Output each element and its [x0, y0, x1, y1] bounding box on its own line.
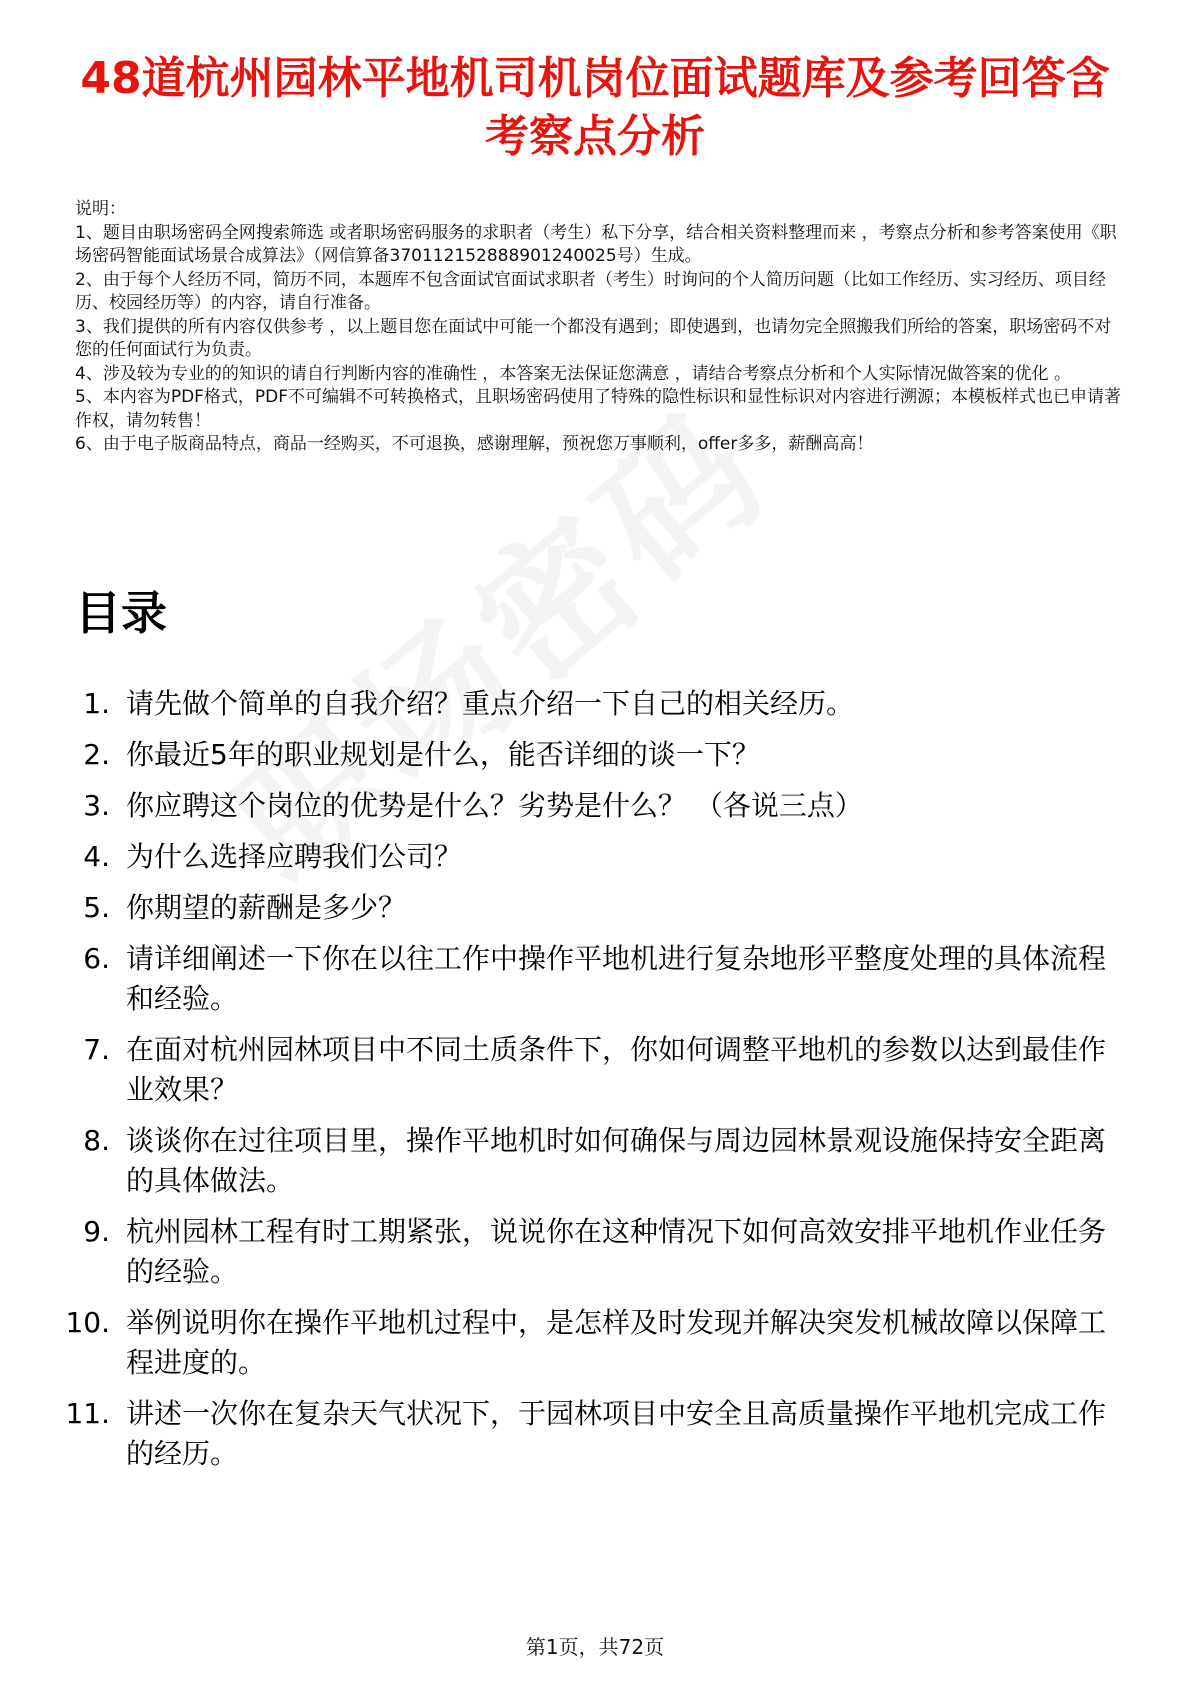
toc-item[interactable]	[0, 684, 1190, 724]
note-item: 1、题目由职场密码全网搜索筛选 或者职场密码服务的求职者（考生）私下分享，结合相关资料整理而来 ，考察点分析和参考答案使用《职场密码智能面试场景合成算法》（网信算备370112152888901240025号）生成。	[75, 222, 1117, 266]
toc-item[interactable]	[0, 939, 1190, 1019]
toc-item[interactable]	[0, 786, 1190, 826]
toc-item-number: 8.	[83, 1124, 110, 1157]
toc-item[interactable]	[0, 735, 1190, 775]
toc-item-number: 5.	[83, 891, 110, 924]
toc-item-text: 请详细阐述一下你在以往工作中操作平地机进行复杂地形平整度处理的具体流程和经验。	[126, 942, 1107, 1015]
toc-item-number: 6.	[83, 942, 110, 975]
toc-item[interactable]	[0, 837, 1190, 877]
toc-item-text: 你应聘这个岗位的优势是什么？劣势是什么？ （各说三点）	[126, 789, 863, 822]
note-item: 3、我们提供的所有内容仅供参考 ，以上题目您在面试中可能一个都没有遇到；即使遇到，也请勿完全照搬我们所给的答案，职场密码不对您的任何面试行为负责。	[75, 316, 1112, 360]
note-item: 5、本内容为PDF格式，PDF不可编辑不可转换格式，且职场密码使用了特殊的隐性标识和显性标识对内容进行溯源；本模板样式也已申请著作权，请勿转售！	[75, 387, 1122, 431]
toc-item-number: 4.	[83, 840, 110, 873]
document-title: 48道杭州园林平地机司机岗位面试题库及参考回答含考察点分析	[80, 53, 1110, 162]
toc-item-text: 你期望的薪酬是多少？	[126, 891, 407, 924]
toc-item-number: 11.	[65, 1397, 110, 1430]
toc-item-text: 讲述一次你在复杂天气状况下，于园林项目中安全且高质量操作平地机完成工作的经历。	[126, 1397, 1107, 1470]
toc-item-text: 请先做个简单的自我介绍？重点介绍一下自己的相关经历。	[126, 687, 855, 720]
toc-item[interactable]	[0, 888, 1190, 928]
toc-item-number: 1.	[83, 687, 110, 720]
toc-item-text: 在面对杭州园林项目中不同土质条件下，你如何调整平地机的参数以达到最佳作业效果？	[126, 1033, 1107, 1106]
notes-heading: 说明：	[75, 199, 126, 219]
toc-item-text: 谈谈你在过往项目里，操作平地机时如何确保与周边园林景观设施保持安全距离的具体做法。	[126, 1124, 1107, 1197]
page-footer: 第1页，共72页	[525, 1635, 665, 1659]
toc-item[interactable]	[0, 1121, 1190, 1201]
note-item: 2、由于每个人经历不同，简历不同，本题库不包含面试官面试求职者（考生）时询问的个人简历问题（比如工作经历、实习经历、项目经历、校园经历等）的内容，请自行准备。	[75, 269, 1106, 313]
toc-item-text: 为什么选择应聘我们公司？	[126, 840, 463, 873]
toc-item[interactable]	[0, 1030, 1190, 1110]
toc-item-number: 2.	[83, 738, 110, 771]
toc-list	[0, 684, 1190, 1485]
toc-item-text: 杭州园林工程有时工期紧张，说说你在这种情况下如何高效安排平地机作业任务的经验。	[126, 1215, 1107, 1288]
toc-item-number: 9.	[83, 1215, 110, 1248]
toc-item-number: 7.	[83, 1033, 110, 1066]
toc-item-text: 举例说明你在操作平地机过程中，是怎样及时发现并解决突发机械故障以保障工程进度的。	[126, 1306, 1107, 1379]
notes-section	[75, 198, 1125, 457]
toc-item[interactable]	[0, 1303, 1190, 1383]
note-item: 4、涉及较为专业的的知识的请自行判断内容的准确性 ，本答案无法保证您满意 ，请结合考察点分析和个人实际情况做答案的优化 。	[75, 363, 1072, 384]
note-item: 6、由于电子版商品特点，商品一经购买，不可退换，感谢理解，预祝您万事顺利，offer多多，薪酬高高！	[75, 434, 874, 454]
toc-item[interactable]	[0, 1212, 1190, 1292]
toc-item-number: 10.	[65, 1306, 110, 1339]
toc-item-text: 你最近5年的职业规划是什么，能否详细的谈一下？	[126, 738, 760, 771]
toc-heading: 目录	[75, 586, 167, 640]
toc-item[interactable]	[0, 1394, 1190, 1474]
toc-item-number: 3.	[83, 789, 110, 822]
